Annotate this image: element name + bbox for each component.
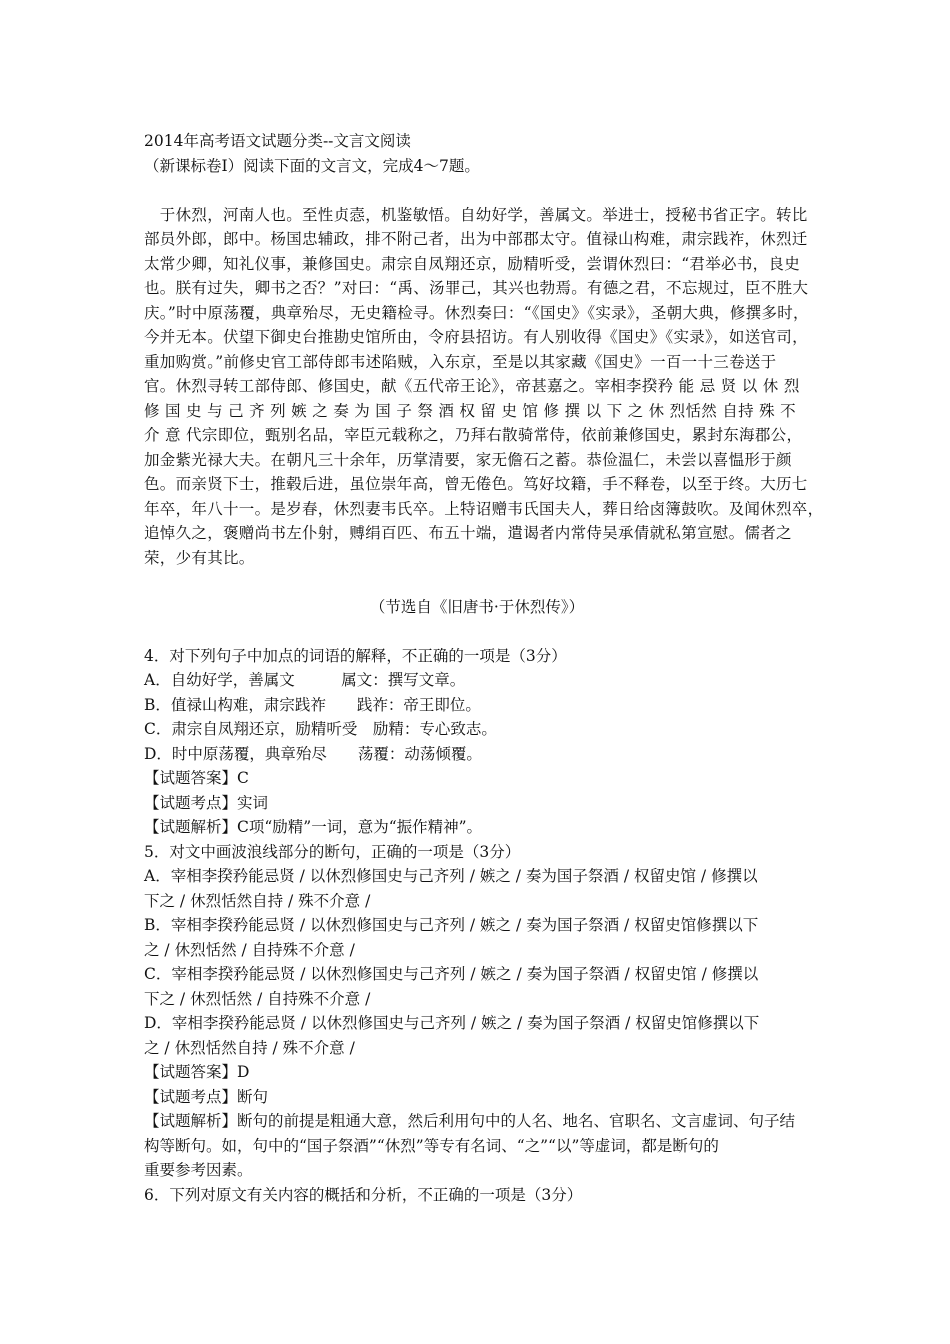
question-5-option-b-cont: 之 / 休烈恬然 / 自持殊不介意 / [144, 940, 355, 959]
question-5-option-d: D．宰相李揆矜能忌贤 / 以休烈修国史与己齐列 / 嫉之 / 奏为国子祭酒 / 权留史馆修撰以下 [144, 1014, 760, 1032]
question-5-option-a-cont: 下之 / 休烈恬然自持 / 殊不介意 / [144, 891, 371, 910]
question-4-point: 【试题考点】实词 [144, 793, 269, 812]
question-6-stem: 6．下列对原文有关内容的概括和分析，不正确的一项是（3分） [144, 1185, 583, 1204]
question-4-analysis: 【试题解析】C项“励精”一词，意为“振作精神”。 [144, 818, 483, 836]
spacer [144, 178, 810, 203]
spacer [144, 619, 810, 644]
passage-line: 修 国 史 与 己 齐 列 嫉 之 奏 为 国 子 祭 酒 权 留 史 馆 修 撰 以 下 之 休 烈恬然 自持 殊 不 [144, 401, 796, 420]
question-5-option-b: B．宰相李揆矜能忌贤 / 以休烈修国史与己齐列 / 嫉之 / 奏为国子祭酒 / 权留史馆修撰以下 [144, 916, 759, 934]
passage-line: 于休烈，河南人也。至性贞悫，机鉴敏悟。自幼好学，善属文。举进士，授秘书省正字。转比 [144, 205, 808, 224]
question-5-analysis-cont: 构等断句。如，句中的“国子祭酒”“休烈”等专有名词、“之”“以”等虚词，都是断句的 [144, 1136, 719, 1155]
question-5-option-d-cont: 之 / 休烈恬然自持 / 殊不介意 / [144, 1038, 355, 1057]
question-4-option-c: C．肃宗自凤翔还京，励精听受 励精：专心致志。 [144, 720, 497, 738]
passage-line: 官。休烈寻转工部侍郎、修国史，献《五代帝王论》，帝甚嘉之。宰相李揆矜 能 忌 贤 以 休 烈 [144, 377, 800, 395]
question-4-answer: 【试题答案】C [144, 769, 249, 787]
passage-line: 追悼久之，褒赠尚书左仆射，赙绢百匹、布五十端，遣谒者内常侍吴承倩就私第宣慰。儒者之 [144, 524, 792, 542]
question-5-point: 【试题考点】断句 [144, 1087, 269, 1106]
question-4-stem: 4．对下列句子中加点的词语的解释，不正确的一项是（3分） [144, 646, 567, 665]
passage-line: 部员外郎，郎中。杨国忠辅政，排不附己者，出为中部郡太守。值禄山构难，肃宗践祚，休烈迁 [144, 230, 808, 248]
question-4-option-b: B．值禄山构难，肃宗践祚 践祚：帝王即位。 [144, 695, 481, 714]
passage-source: （节选自《旧唐书·于休烈传》） [369, 597, 585, 616]
question-5-option-a: A．宰相李揆矜能忌贤 / 以休烈修国史与己齐列 / 嫉之 / 奏为国子祭酒 / 权留史馆 / 修撰以 [144, 867, 758, 885]
passage-line: 年卒，年八十一。是岁春，休烈妻韦氏卒。上特诏赠韦氏国夫人，葬日给卤簿鼓吹。及闻休烈卒， [144, 499, 824, 518]
question-5-analysis-cont: 重要参考因素。 [144, 1161, 253, 1179]
document-page [144, 129, 824, 1207]
passage-line: 色。而亲贤下士，推毂后进，虽位崇年高，曾无倦色。笃好坟籍，手不释卷，以至于终。大历七 [144, 475, 808, 493]
question-5-stem: 5．对文中画波浪线部分的断句，正确的一项是（3分） [144, 842, 521, 861]
passage-line: 重加购赏。”前修史官工部侍郎韦述陷贼，入东京，至是以其家藏《国史》一百一十三卷送于 [144, 352, 777, 371]
passage-line: 太常少卿，知礼仪事，兼修国史。肃宗自凤翔还京，励精听受，尝谓休烈曰：“君举必书，良史 [144, 254, 801, 273]
passage-line: 介 意 代宗即位，甄别名品，宰臣元载称之，乃拜右散骑常侍，依前兼修国史，累封东海郡公， [144, 426, 803, 444]
passage-line: 荣，少有其比。 [144, 548, 255, 567]
question-5-option-c-cont: 下之 / 休烈恬然 / 自持殊不介意 / [144, 989, 371, 1008]
document-subtitle: （新课标卷Ⅰ）阅读下面的文言文，完成4～7题。 [144, 156, 480, 175]
question-5-analysis: 【试题解析】断句的前提是粗通大意，然后利用句中的人名、地名、官职名、文言虚词、句子结 [144, 1112, 796, 1130]
question-5-option-c: C．宰相李揆矜能忌贤 / 以休烈修国史与己齐列 / 嫉之 / 奏为国子祭酒 / 权留史馆 / 修撰以 [144, 965, 759, 983]
question-4-option-a: A．自幼好学，善属文 属文：撰写文章。 [144, 671, 466, 689]
question-4-option-d: D．时中原荡覆，典章殆尽 荡覆：动荡倾覆。 [144, 744, 482, 763]
passage-text [144, 203, 824, 571]
passage-line: 庆。”时中原荡覆，典章殆尽，无史籍检寻。休烈奏曰：“《国史》《实录》，圣朝大典，修撰多时， [144, 303, 809, 322]
passage-line: 也。朕有过失，卿书之否？”对曰：“禹、汤罪己，其兴也勃焉。有德之君，不忘规过，臣不胜大 [144, 279, 809, 297]
document-title: 2014年高考语文试题分类--文言文阅读 [144, 132, 411, 150]
passage-line: 今并无本。伏望下御史台推勘史馆所由，令府县招访。有人别收得《国史》《实录》，如送官司， [144, 328, 808, 346]
passage-line: 加金紫光禄大夫。在朝凡三十余年，历掌清要，家无儋石之蓄。恭俭温仁，未尝以喜愠形于颜 [144, 450, 792, 469]
spacer [144, 570, 810, 595]
question-5-answer: 【试题答案】D [144, 1063, 250, 1081]
